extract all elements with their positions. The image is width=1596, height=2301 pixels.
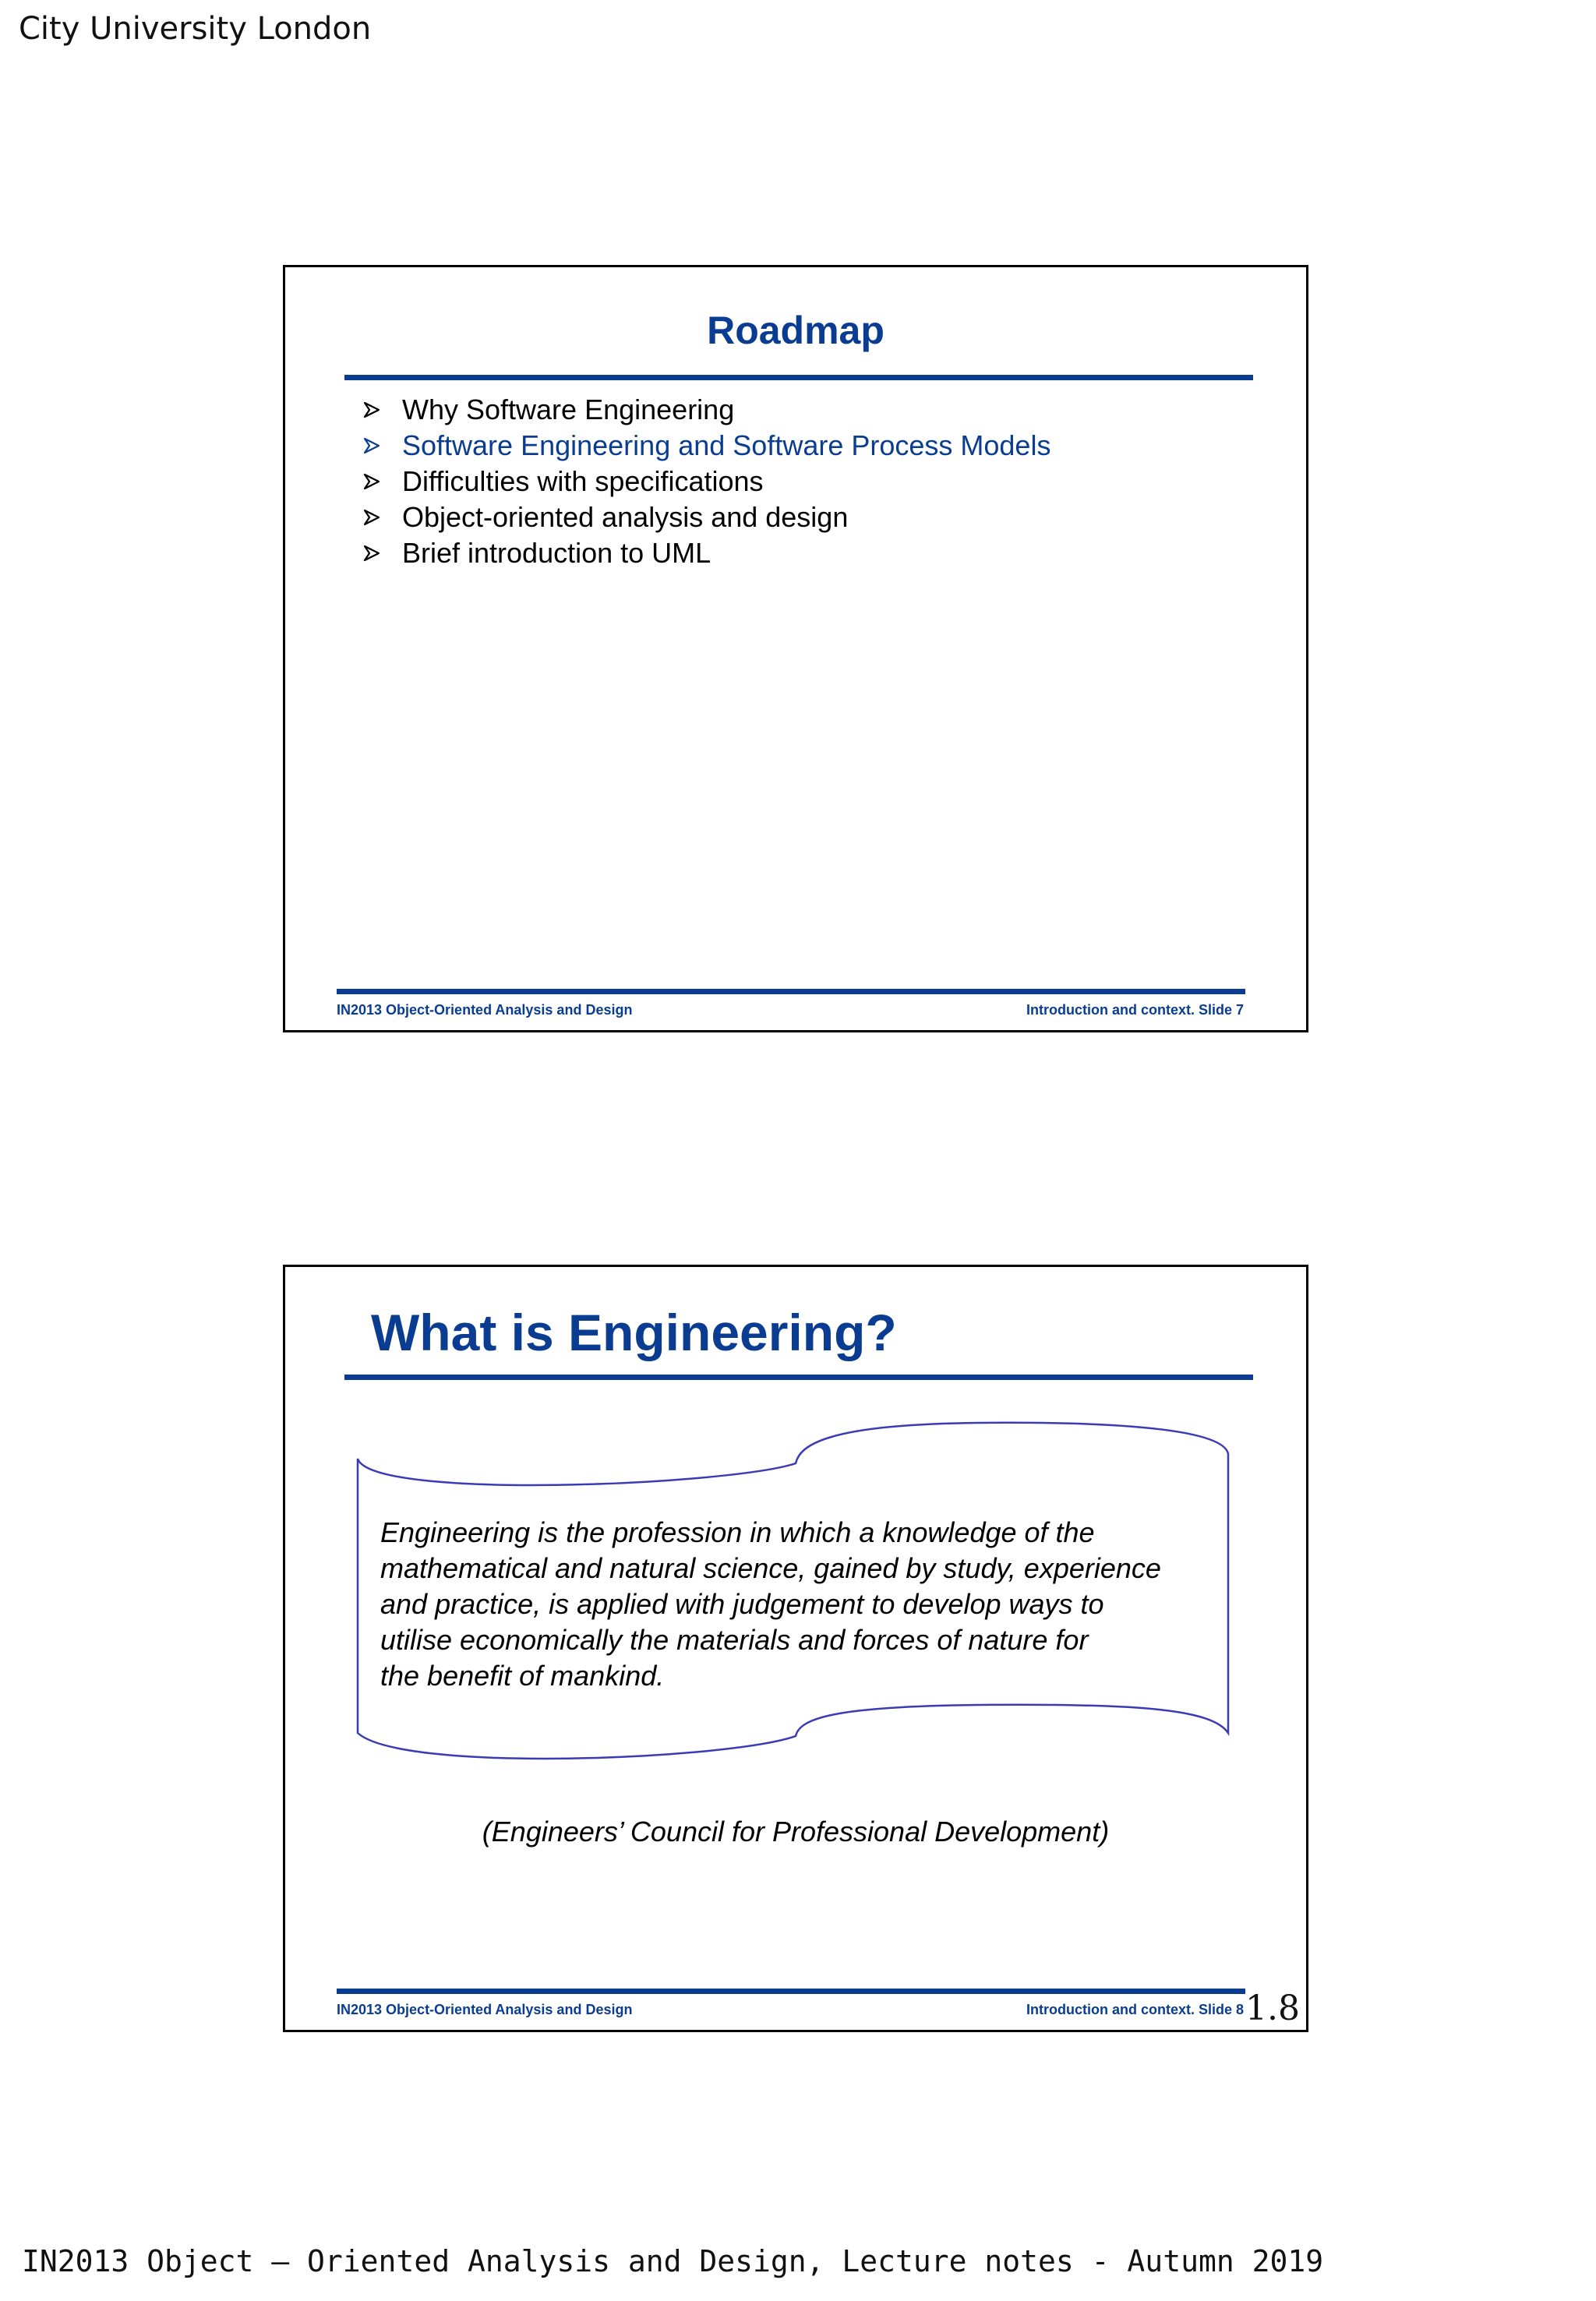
quote-line: the benefit of mankind. [380, 1660, 665, 1692]
arrowhead-bullet-icon [363, 545, 380, 562]
page-number: 1.8 [1245, 1989, 1300, 2028]
slide-what-is-engineering [283, 1265, 1308, 2032]
arrowhead-bullet-icon [363, 437, 380, 454]
engineering-definition-quote [380, 1515, 1161, 1694]
slide-footer-slide-number: Introduction and context. Slide 7 [1026, 1002, 1244, 1018]
bullet-text: Object-oriented analysis and design [402, 501, 849, 533]
quote-line: utilise economically the materials and forces of nature for [380, 1624, 1089, 1656]
slide-roadmap [283, 265, 1308, 1032]
arrowhead-bullet-icon [363, 473, 380, 490]
footer-rule [337, 989, 1245, 994]
slide-footer-slide-number: Introduction and context. Slide 8 [1026, 2002, 1244, 2017]
slide-title: What is Engineering? [371, 1304, 897, 1361]
bullet-text: Brief introduction to UML [402, 537, 711, 569]
bullet-item [363, 464, 1050, 499]
roadmap-bullet-list [363, 392, 1050, 571]
bullet-item [363, 392, 1050, 428]
quote-line: and practice, is applied with judgement to develop ways to [380, 1588, 1104, 1620]
bullet-text: Difficulties with specifications [402, 465, 764, 497]
bullet-item [363, 499, 1050, 535]
bullet-item-active [363, 428, 1050, 464]
title-rule [344, 1375, 1253, 1380]
footer-rule [337, 1989, 1245, 1994]
quote-line: Engineering is the profession in which a knowledge of the [380, 1516, 1095, 1548]
slide-title: Roadmap [707, 309, 885, 352]
slide-footer-course: IN2013 Object-Oriented Analysis and Design [337, 1002, 633, 1018]
arrowhead-bullet-icon [363, 401, 380, 418]
bullet-text: Why Software Engineering [402, 393, 735, 425]
quote-attribution: (Engineers’ Council for Professional Development) [482, 1816, 1110, 1848]
page-footer: IN2013 Object – Oriented Analysis and Design, Lecture notes - Autumn 2019 [22, 2244, 1324, 2278]
bullet-item [363, 535, 1050, 571]
slide-footer-course: IN2013 Object-Oriented Analysis and Design [337, 2002, 633, 2017]
bullet-text: Software Engineering and Software Process Models [402, 429, 1051, 461]
title-rule [344, 375, 1253, 380]
page-header: City University London [19, 11, 372, 47]
quote-line: mathematical and natural science, gained by study, experience [380, 1552, 1161, 1584]
arrowhead-bullet-icon [363, 509, 380, 526]
